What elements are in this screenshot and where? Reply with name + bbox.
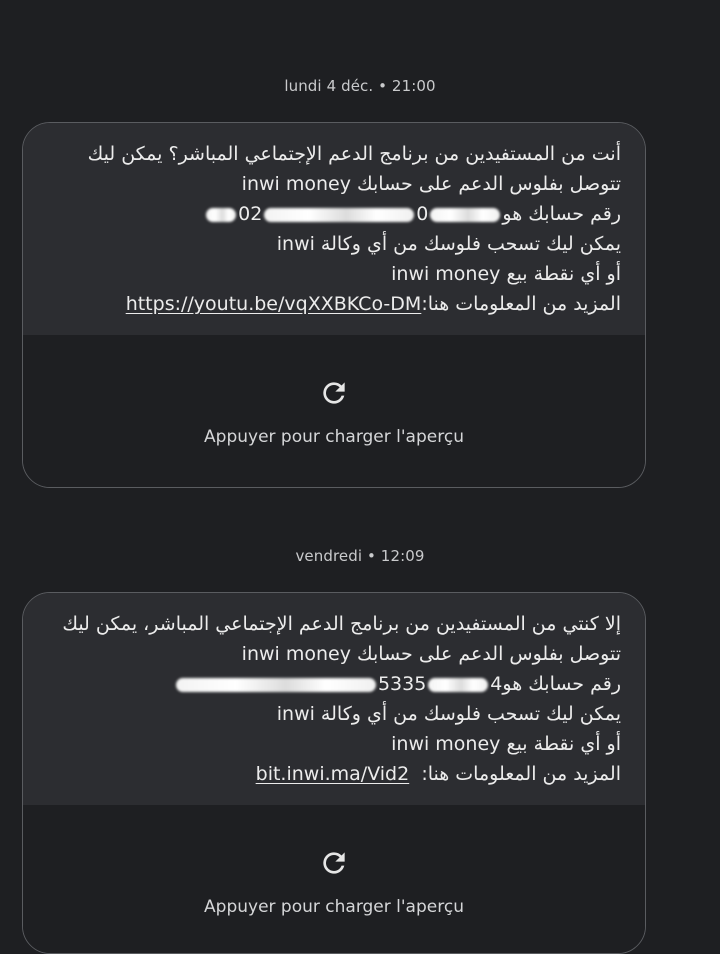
redaction-mark bbox=[206, 208, 236, 222]
message-body[interactable] bbox=[23, 593, 645, 805]
link-line bbox=[47, 759, 621, 789]
link-preview-placeholder[interactable] bbox=[23, 805, 645, 954]
account-prefix: رقم حسابك هو bbox=[502, 673, 621, 695]
account-fragment: 5335 bbox=[377, 673, 427, 695]
message-line: تتوصل بفلوس الدعم على حسابك inwi money bbox=[241, 173, 621, 195]
account-fragment: 02 bbox=[238, 203, 263, 225]
message-line: إلا كنتي من المستفيدين من برنامج الدعم الإجتماعي المباشر، يمكن ليك bbox=[62, 613, 621, 635]
message-link[interactable]: bit.inwi.ma/Vid2 bbox=[255, 763, 410, 785]
message-line: يمكن ليك تسحب فلوسك من أي وكالة inwi bbox=[276, 703, 621, 725]
account-fragment: 4 bbox=[490, 673, 503, 695]
preview-label: Appuyer pour charger l'aperçu bbox=[204, 427, 464, 447]
link-prefix: المزيد من المعلومات هنا: bbox=[421, 293, 621, 315]
account-line bbox=[47, 669, 621, 699]
message-card[interactable] bbox=[22, 592, 646, 954]
link-preview-placeholder[interactable] bbox=[23, 335, 645, 488]
redaction-mark bbox=[430, 208, 500, 222]
message-body[interactable] bbox=[23, 123, 645, 335]
account-line bbox=[47, 199, 621, 229]
message-link[interactable]: https://youtu.be/vqXXBKCo-DM bbox=[125, 293, 422, 315]
link-prefix: المزيد من المعلومات هنا: bbox=[421, 763, 621, 785]
reload-icon[interactable] bbox=[318, 377, 350, 409]
account-prefix: رقم حسابك هو bbox=[502, 203, 621, 225]
message-card[interactable] bbox=[22, 122, 646, 488]
redaction-mark bbox=[176, 678, 376, 692]
message-line: أنت من المستفيدين من برنامج الدعم الإجتماعي المباشر؟ يمكن ليك bbox=[87, 143, 621, 165]
preview-label: Appuyer pour charger l'aperçu bbox=[204, 897, 464, 917]
message-timestamp: lundi 4 déc. • 21:00 bbox=[284, 77, 436, 95]
message-timestamp: vendredi • 12:09 bbox=[295, 547, 425, 565]
message-line: أو أي نقطة بيع inwi money bbox=[391, 263, 621, 285]
message-line: تتوصل بفلوس الدعم على حسابك inwi money bbox=[241, 643, 621, 665]
link-line bbox=[47, 289, 621, 319]
redaction-mark bbox=[428, 678, 488, 692]
message-line: أو أي نقطة بيع inwi money bbox=[391, 733, 621, 755]
account-fragment: 0 bbox=[416, 203, 429, 225]
redaction-mark bbox=[264, 208, 414, 222]
reload-icon[interactable] bbox=[318, 847, 350, 879]
message-line: يمكن ليك تسحب فلوسك من أي وكالة inwi bbox=[276, 233, 621, 255]
